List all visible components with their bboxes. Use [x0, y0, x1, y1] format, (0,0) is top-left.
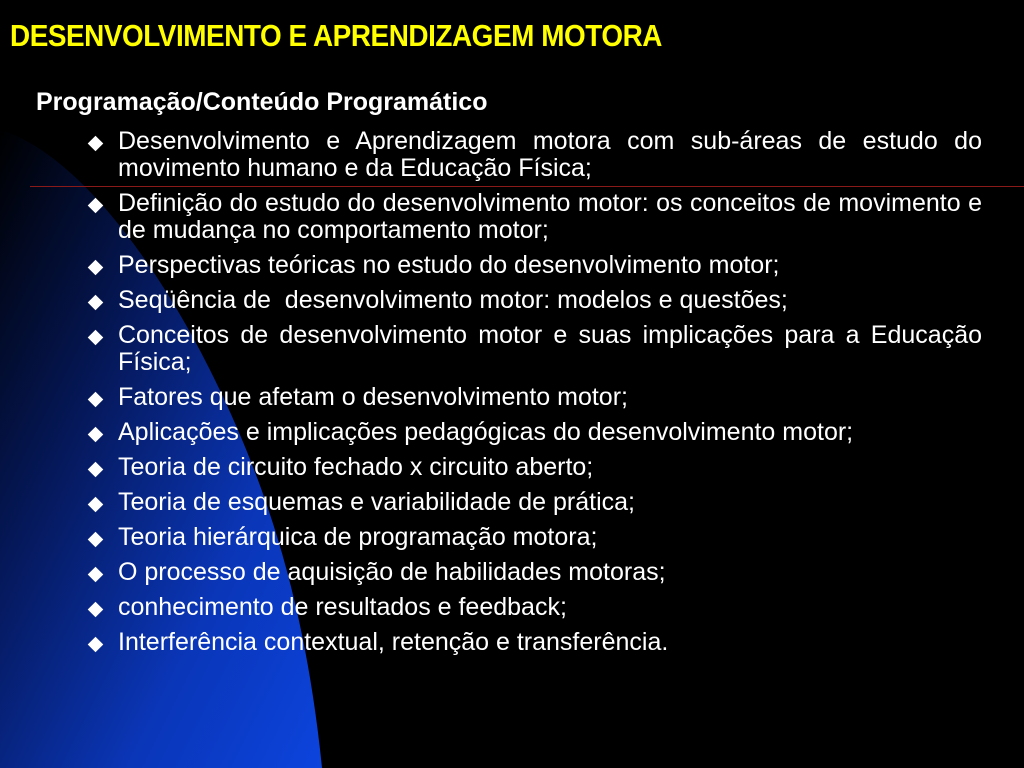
list-item: [88, 128, 982, 182]
list-item-text: Seqüência de desenvolvimento motor: modelos e questões;: [118, 286, 788, 314]
list-item: [88, 419, 982, 446]
slide-title: DESENVOLVIMENTO E APRENDIZAGEM MOTORA: [10, 18, 662, 53]
list-item-text: Conceitos de desenvolvimento motor e suas implicações para a Educação Física;: [118, 321, 982, 376]
diamond-bullet-icon: [88, 497, 104, 513]
section-heading: Programação/Conteúdo Programático: [36, 88, 488, 116]
list-item: [88, 629, 982, 656]
diamond-bullet-icon: [88, 462, 104, 478]
diamond-bullet-icon: [88, 198, 104, 214]
diamond-bullet-icon: [88, 567, 104, 583]
diamond-bullet-icon: [88, 295, 104, 311]
list-item-text: Teoria hierárquica de programação motora;: [118, 523, 598, 551]
diamond-bullet-icon: [88, 602, 104, 618]
list-item: [88, 594, 982, 621]
list-item-text: Perspectivas teóricas no estudo do desenvolvimento motor;: [118, 251, 780, 279]
list-item-text: Teoria de esquemas e variabilidade de prática;: [118, 488, 635, 516]
list-item-text: conhecimento de resultados e feedback;: [118, 593, 567, 621]
list-item: [88, 190, 982, 244]
bullet-list: [88, 128, 982, 664]
list-item: [88, 454, 982, 481]
list-item-text: Desenvolvimento e Aprendizagem motora com sub-áreas de estudo do movimento humano e da Educação Física;: [118, 127, 982, 182]
diamond-bullet-icon: [88, 532, 104, 548]
diamond-bullet-icon: [88, 392, 104, 408]
diamond-bullet-icon: [88, 136, 104, 152]
list-item: [88, 287, 982, 314]
list-item-text: O processo de aquisição de habilidades motoras;: [118, 558, 666, 586]
diamond-bullet-icon: [88, 427, 104, 443]
diamond-bullet-icon: [88, 260, 104, 276]
diamond-bullet-icon: [88, 330, 104, 346]
list-item: [88, 524, 982, 551]
diamond-bullet-icon: [88, 637, 104, 653]
list-item-text: Fatores que afetam o desenvolvimento motor;: [118, 383, 628, 411]
list-item: [88, 384, 982, 411]
list-item: [88, 322, 982, 376]
list-item-text: Teoria de circuito fechado x circuito aberto;: [118, 453, 594, 481]
list-item-text: Interferência contextual, retenção e transferência.: [118, 628, 669, 656]
list-item: [88, 252, 982, 279]
list-item: [88, 559, 982, 586]
list-item: [88, 489, 982, 516]
list-item-text: Definição do estudo do desenvolvimento motor: os conceitos de movimento e de mudança no comportamento motor;: [118, 189, 982, 244]
list-item-text: Aplicações e implicações pedagógicas do desenvolvimento motor;: [118, 418, 854, 446]
